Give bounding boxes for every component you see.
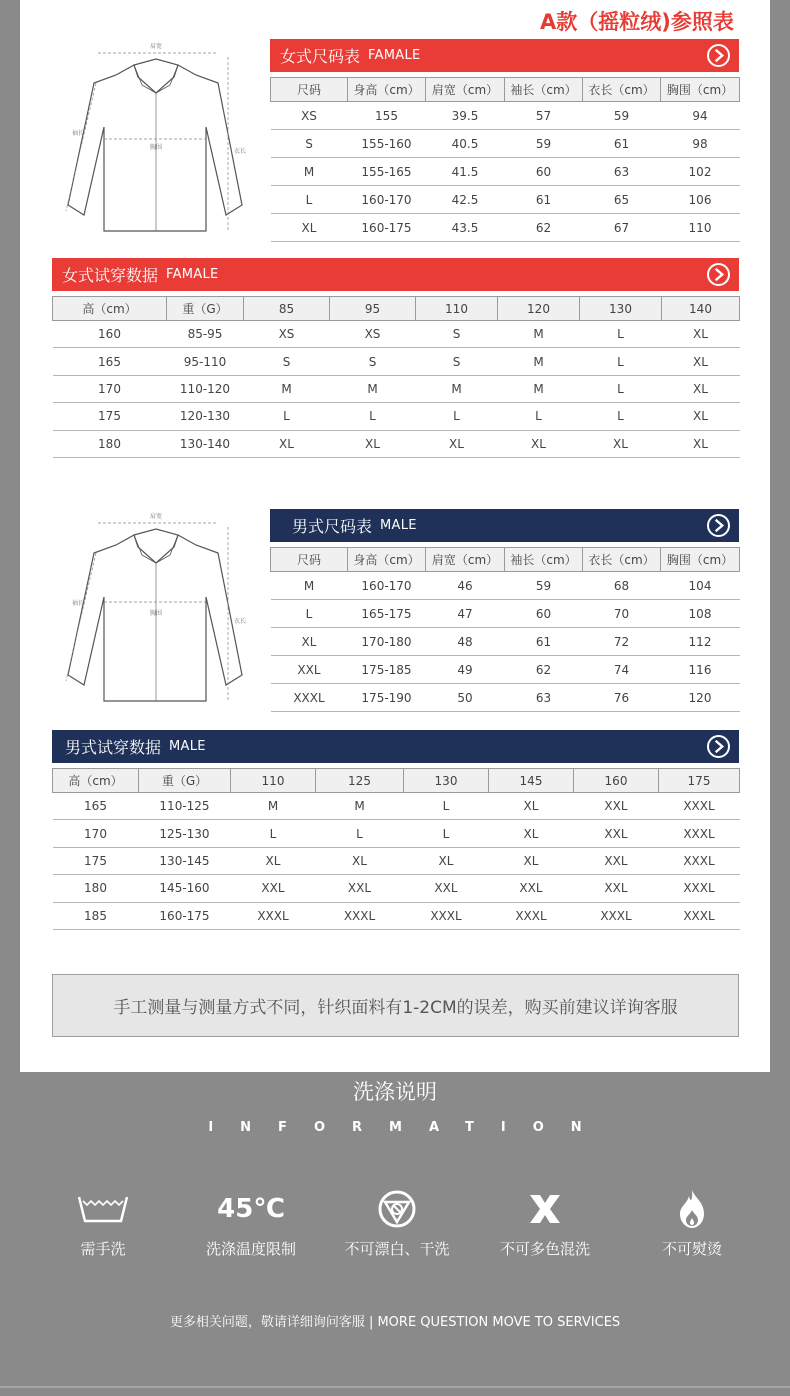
wash-label: 不可多色混洗: [499, 1240, 590, 1258]
table-cell: 62: [505, 214, 583, 242]
column-header: 尺码: [271, 78, 348, 102]
male-fit-title-en: MALE: [169, 739, 206, 754]
table-cell: 70: [583, 600, 661, 628]
table-cell: XXXL: [316, 902, 404, 929]
table-row: [271, 684, 740, 712]
arrow-right-icon[interactable]: [707, 44, 730, 67]
arrow-right-icon[interactable]: [707, 514, 730, 537]
shirt-diagram-male: [56, 505, 256, 705]
table-cell: L: [271, 186, 348, 214]
table-cell: XL: [271, 628, 348, 656]
table-cell: 47: [426, 600, 505, 628]
table-cell: L: [498, 403, 580, 430]
table-cell: M: [498, 321, 580, 348]
table-cell: 170: [53, 375, 167, 402]
wash-item-no-iron: [617, 1186, 767, 1259]
table-cell: S: [416, 348, 498, 375]
table-row: [53, 403, 740, 430]
table-cell: 62: [505, 656, 583, 684]
chest-label: 胸围: [149, 610, 163, 617]
table-cell: XL: [489, 820, 574, 847]
table-row: [53, 793, 740, 820]
table-cell: 102: [661, 158, 740, 186]
table-cell: 72: [583, 628, 661, 656]
table-cell: 59: [505, 572, 583, 600]
column-header: 高（cm）: [53, 769, 139, 793]
table-cell: XXXL: [659, 902, 740, 929]
table-cell: L: [580, 403, 662, 430]
table-cell: 175: [53, 847, 139, 874]
male-size-title: 男式尺码表: [292, 517, 373, 536]
table-cell: 48: [426, 628, 505, 656]
table-cell: 155-160: [348, 130, 426, 158]
female-size-title: 女式尺码表: [280, 47, 361, 66]
wash-item-hand-wash: [28, 1186, 178, 1259]
column-header: 肩宽（cm）: [426, 548, 505, 572]
table-cell: 61: [583, 130, 661, 158]
male-fit-title: 男式试穿数据: [65, 738, 162, 757]
table-cell: L: [316, 820, 404, 847]
table-cell: XXXL: [574, 902, 659, 929]
wash-item-temperature: [176, 1186, 326, 1259]
table-cell: 50: [426, 684, 505, 712]
table-cell: L: [244, 403, 330, 430]
table-cell: S: [416, 321, 498, 348]
table-cell: 116: [661, 656, 740, 684]
table-cell: 180: [53, 430, 167, 457]
column-header: 85: [244, 297, 330, 321]
table-cell: XL: [498, 430, 580, 457]
table-cell: XXL: [404, 875, 489, 902]
table-cell: 57: [505, 102, 583, 130]
table-cell: 165-175: [348, 600, 426, 628]
table-cell: XL: [271, 214, 348, 242]
column-header: 130: [580, 297, 662, 321]
table-cell: XS: [330, 321, 416, 348]
table-row: [271, 102, 740, 130]
table-row: [271, 572, 740, 600]
table-cell: XXL: [574, 875, 659, 902]
male-size-table: [270, 547, 740, 712]
table-cell: 155: [348, 102, 426, 130]
male-fit-header: [52, 730, 739, 763]
table-cell: 120: [661, 684, 740, 712]
table-cell: 165: [53, 348, 167, 375]
table-row: [53, 430, 740, 457]
wash-item-no-mix: [470, 1186, 620, 1259]
wash-label: 不可熨烫: [661, 1240, 722, 1258]
table-row: [271, 158, 740, 186]
divider: [0, 1386, 790, 1388]
table-cell: XL: [330, 430, 416, 457]
table-cell: XL: [316, 847, 404, 874]
male-size-title-en: MALE: [380, 518, 417, 533]
table-cell: 130-140: [167, 430, 244, 457]
table-cell: XS: [244, 321, 330, 348]
table-cell: XL: [662, 321, 740, 348]
table-cell: XL: [580, 430, 662, 457]
column-header: 95: [330, 297, 416, 321]
female-fit-title: 女式试穿数据: [62, 266, 159, 285]
table-cell: XXL: [316, 875, 404, 902]
length-label: 衣长: [233, 618, 247, 625]
footer-text: 更多相关问题，敬请详细询问客服 | MORE QUESTION MOVE TO SERVICES: [169, 1315, 621, 1330]
column-header: 胸围（cm）: [661, 548, 740, 572]
table-cell: 95-110: [167, 348, 244, 375]
no-mix-wash-icon: [470, 1186, 620, 1232]
column-header: 145: [489, 769, 574, 793]
column-header: 身高（cm）: [348, 78, 426, 102]
table-row: [53, 820, 740, 847]
table-cell: XL: [244, 430, 330, 457]
table-cell: S: [271, 130, 348, 158]
column-header: 身高（cm）: [348, 548, 426, 572]
table-cell: 67: [583, 214, 661, 242]
table-cell: 43.5: [426, 214, 505, 242]
table-cell: 61: [505, 628, 583, 656]
table-cell: 160: [53, 321, 167, 348]
no-iron-icon: [617, 1186, 767, 1232]
table-cell: XL: [662, 430, 740, 457]
table-cell: M: [244, 375, 330, 402]
table-cell: XL: [662, 348, 740, 375]
table-cell: S: [330, 348, 416, 375]
table-cell: XXXL: [271, 684, 348, 712]
table-row: [53, 348, 740, 375]
table-cell: XXXL: [489, 902, 574, 929]
column-header: 120: [498, 297, 580, 321]
table-cell: XXL: [271, 656, 348, 684]
table-cell: 160-170: [348, 186, 426, 214]
column-header: 重（G）: [167, 297, 244, 321]
table-cell: M: [316, 793, 404, 820]
table-cell: XXXL: [659, 793, 740, 820]
column-header: 高（cm）: [53, 297, 167, 321]
wash-label: 不可漂白、干洗: [344, 1240, 450, 1258]
table-cell: XXXL: [659, 820, 740, 847]
table-cell: M: [498, 375, 580, 402]
wash-label: 洗涤温度限制: [205, 1240, 296, 1258]
female-size-table: [270, 77, 740, 242]
female-fit-header: [52, 258, 739, 291]
table-cell: 60: [505, 158, 583, 186]
hand-wash-icon: [28, 1186, 178, 1232]
table-cell: 165: [53, 793, 139, 820]
column-header: 160: [574, 769, 659, 793]
column-header: 胸围（cm）: [661, 78, 740, 102]
table-cell: 120-130: [167, 403, 244, 430]
table-cell: XL: [662, 403, 740, 430]
column-header: 140: [662, 297, 740, 321]
table-cell: 104: [661, 572, 740, 600]
size-chart-card: [20, 0, 770, 1072]
table-cell: XXL: [574, 847, 659, 874]
table-cell: 42.5: [426, 186, 505, 214]
table-row: [53, 902, 740, 929]
table-cell: 68: [583, 572, 661, 600]
table-row: [271, 186, 740, 214]
table-cell: 63: [505, 684, 583, 712]
table-cell: 110-120: [167, 375, 244, 402]
table-cell: 125-130: [139, 820, 231, 847]
table-cell: 170-180: [348, 628, 426, 656]
table-cell: 110-125: [139, 793, 231, 820]
table-cell: 46: [426, 572, 505, 600]
column-header: 衣长（cm）: [583, 78, 661, 102]
column-header: 袖长（cm）: [505, 78, 583, 102]
table-cell: 65: [583, 186, 661, 214]
table-row: [271, 214, 740, 242]
table-cell: M: [498, 348, 580, 375]
table-cell: 76: [583, 684, 661, 712]
column-header: 重（G）: [139, 769, 231, 793]
table-cell: 59: [583, 102, 661, 130]
table-cell: XXXL: [404, 902, 489, 929]
table-cell: 155-165: [348, 158, 426, 186]
measurement-note: 手工测量与测量方式不同，针织面料有1-2CM的误差，购买前建议详询客服: [52, 974, 739, 1037]
table-cell: 61: [505, 186, 583, 214]
column-header: 衣长（cm）: [583, 548, 661, 572]
chest-label: 胸围: [149, 144, 163, 151]
table-cell: L: [330, 403, 416, 430]
column-header: 肩宽（cm）: [426, 78, 505, 102]
column-header: 175: [659, 769, 740, 793]
table-cell: XL: [404, 847, 489, 874]
table-cell: 106: [661, 186, 740, 214]
temperature-icon: 45℃: [217, 1194, 285, 1224]
table-cell: 112: [661, 628, 740, 656]
sleeve-label: 袖长: [71, 600, 85, 607]
table-cell: L: [231, 820, 316, 847]
length-label: 衣长: [233, 148, 247, 155]
table-cell: M: [330, 375, 416, 402]
female-fit-table: [52, 296, 740, 458]
table-cell: 85-95: [167, 321, 244, 348]
table-cell: L: [271, 600, 348, 628]
table-row: [271, 600, 740, 628]
wash-item-no-bleach: [322, 1186, 472, 1259]
table-row: [271, 130, 740, 158]
table-cell: 110: [661, 214, 740, 242]
column-header: 125: [316, 769, 404, 793]
table-cell: L: [416, 403, 498, 430]
no-bleach-icon: [322, 1186, 472, 1232]
table-cell: 41.5: [426, 158, 505, 186]
table-cell: 98: [661, 130, 740, 158]
table-cell: XXXL: [659, 875, 740, 902]
table-row: [53, 375, 740, 402]
sleeve-label: 袖长: [71, 130, 85, 137]
table-cell: 170: [53, 820, 139, 847]
wash-subtitle: INFORMATION: [208, 1120, 609, 1135]
table-cell: 160-170: [348, 572, 426, 600]
table-cell: L: [404, 793, 489, 820]
table-cell: XL: [662, 375, 740, 402]
shirt-diagram-female: [56, 35, 256, 235]
table-cell: L: [404, 820, 489, 847]
table-cell: XL: [416, 430, 498, 457]
table-cell: 63: [583, 158, 661, 186]
table-cell: L: [580, 375, 662, 402]
table-cell: 180: [53, 875, 139, 902]
table-cell: 40.5: [426, 130, 505, 158]
table-cell: M: [231, 793, 316, 820]
table-cell: XL: [231, 847, 316, 874]
table-row: [53, 875, 740, 902]
table-cell: 39.5: [426, 102, 505, 130]
table-cell: 74: [583, 656, 661, 684]
column-header: 110: [416, 297, 498, 321]
table-cell: 185: [53, 902, 139, 929]
table-cell: M: [271, 572, 348, 600]
table-cell: XXL: [574, 820, 659, 847]
table-cell: XL: [489, 847, 574, 874]
shoulder-label: 肩宽: [149, 513, 163, 520]
table-cell: 130-145: [139, 847, 231, 874]
table-cell: XXL: [489, 875, 574, 902]
table-cell: M: [271, 158, 348, 186]
table-cell: 59: [505, 130, 583, 158]
table-row: [53, 321, 740, 348]
table-cell: XXL: [231, 875, 316, 902]
shoulder-label: 肩宽: [149, 43, 163, 50]
table-cell: XXL: [574, 793, 659, 820]
table-cell: 49: [426, 656, 505, 684]
table-row: [271, 656, 740, 684]
table-cell: XXXL: [659, 847, 740, 874]
table-cell: 60: [505, 600, 583, 628]
table-cell: 175: [53, 403, 167, 430]
table-cell: M: [416, 375, 498, 402]
table-cell: 94: [661, 102, 740, 130]
column-header: 袖长（cm）: [505, 548, 583, 572]
table-cell: 108: [661, 600, 740, 628]
table-cell: XS: [271, 102, 348, 130]
male-fit-table: [52, 768, 740, 930]
column-header: 尺码: [271, 548, 348, 572]
table-cell: 160-175: [348, 214, 426, 242]
column-header: 130: [404, 769, 489, 793]
table-cell: S: [244, 348, 330, 375]
table-cell: XXXL: [231, 902, 316, 929]
table-cell: L: [580, 321, 662, 348]
table-cell: L: [580, 348, 662, 375]
column-header: 110: [231, 769, 316, 793]
table-cell: XL: [489, 793, 574, 820]
table-row: [53, 847, 740, 874]
table-cell: 175-190: [348, 684, 426, 712]
wash-title: 洗涤说明: [353, 1080, 437, 1104]
table-cell: 145-160: [139, 875, 231, 902]
female-size-header: [270, 39, 739, 72]
table-cell: 160-175: [139, 902, 231, 929]
male-size-header: [270, 509, 739, 542]
wash-label: 需手洗: [80, 1240, 126, 1258]
table-row: [271, 628, 740, 656]
arrow-right-icon[interactable]: [707, 263, 730, 286]
table-cell: 175-185: [348, 656, 426, 684]
arrow-right-icon[interactable]: [707, 735, 730, 758]
female-size-title-en: FAMALE: [368, 48, 421, 63]
female-fit-title-en: FAMALE: [166, 267, 219, 282]
page-title: A款（摇粒绒)参照表: [540, 10, 734, 34]
